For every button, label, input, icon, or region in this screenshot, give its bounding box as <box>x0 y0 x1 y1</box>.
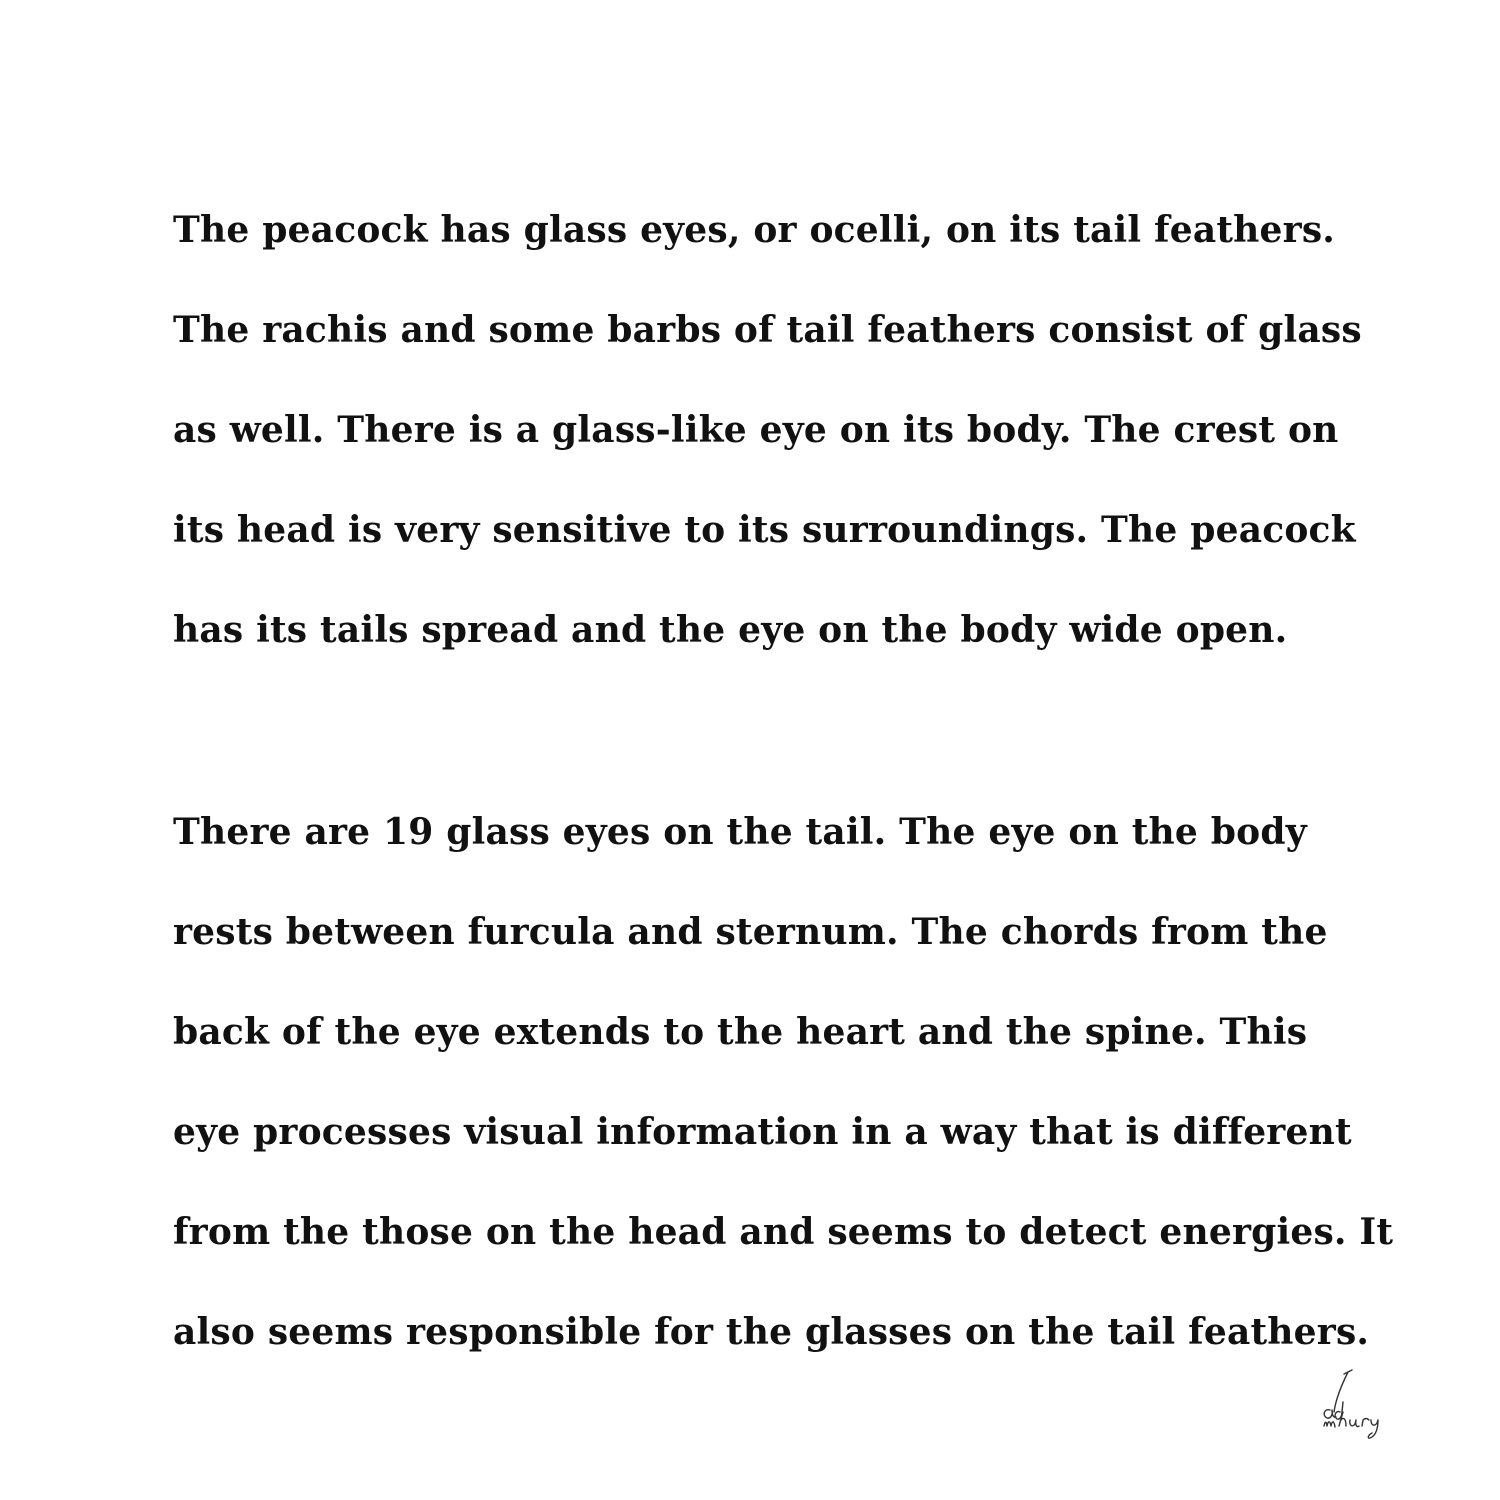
text-line: rests between furcula and sternum. The chords from the <box>173 911 1328 953</box>
text-line: The peacock has glass eyes, or ocelli, on its tail feathers. <box>173 209 1336 251</box>
text-line: as well. There is a glass-like eye on its body. The crest on <box>173 409 1339 451</box>
text-line: from the those on the head and seems to detect energies. It <box>173 1211 1394 1253</box>
paragraph-2 <box>173 782 1413 1382</box>
text-line: has its tails spread and the eye on the body wide open. <box>173 609 1288 651</box>
text-line: eye processes visual information in a way that is different <box>173 1111 1352 1153</box>
text-line: its head is very sensitive to its surroundings. The peacock <box>173 509 1356 551</box>
text-line: The rachis and some barbs of tail feathers consist of glass <box>173 309 1362 351</box>
signature <box>1312 1368 1396 1444</box>
text-line: There are 19 glass eyes on the tail. The eye on the body <box>173 811 1307 853</box>
paragraph-1 <box>173 180 1413 680</box>
text-line: back of the eye extends to the heart and the spine. This <box>173 1011 1308 1053</box>
text-line: also seems responsible for the glasses on the tail feathers. <box>173 1311 1370 1353</box>
